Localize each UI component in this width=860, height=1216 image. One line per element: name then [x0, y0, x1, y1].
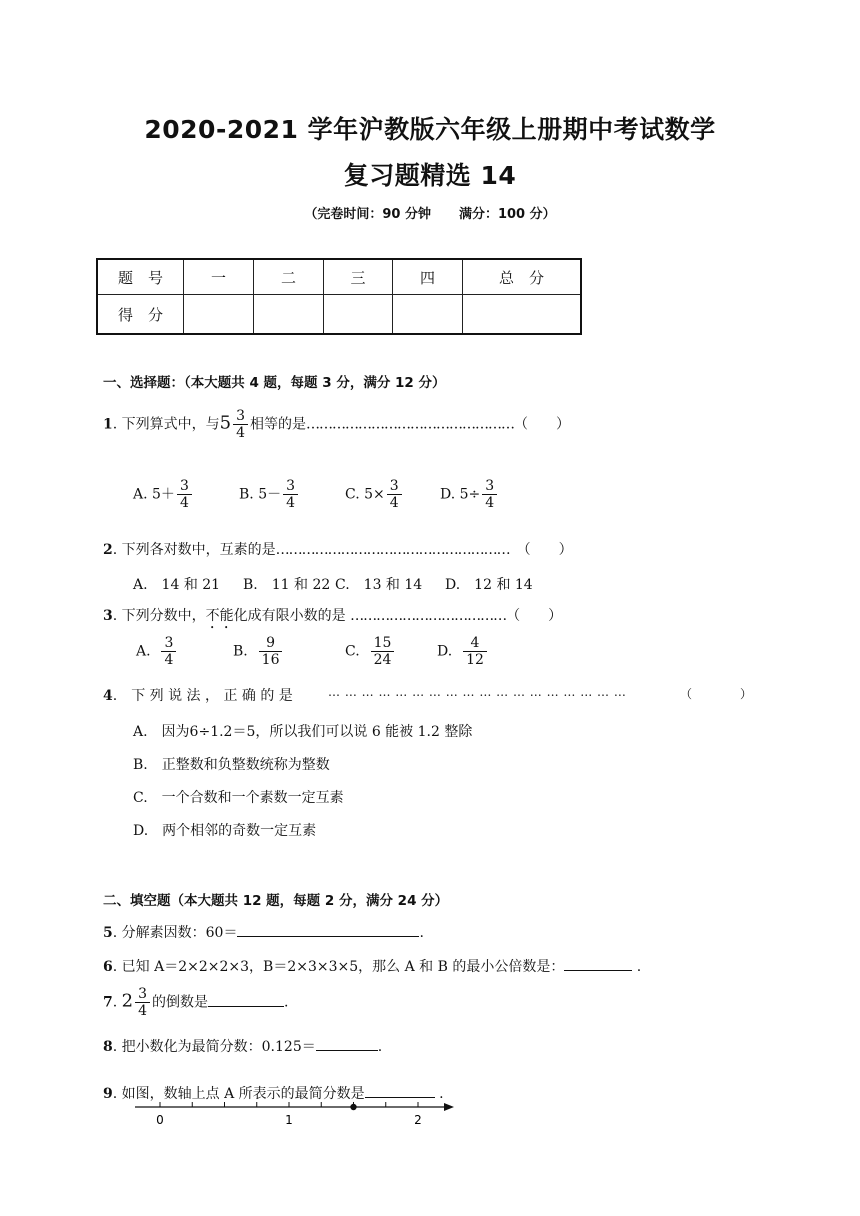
mixed-whole: 2 [121, 990, 134, 1012]
q4-option-a[interactable]: A. 因为6÷1.2＝5，所以我们可以说 6 能被 1.2 整除 [133, 724, 473, 740]
q3-option-b[interactable] [233, 635, 284, 668]
option-expr: 5× [364, 486, 385, 503]
mixed-whole: 5 [219, 412, 232, 434]
fraction [371, 635, 395, 668]
q2-option-d[interactable]: D. 12 和 14 [445, 577, 533, 593]
section1-heading: 一、选择题：（本大题共 4 题，每题 3 分，满分 12 分） [103, 375, 446, 391]
question-text: . 如图，数轴上点 A 所表示的最简分数是 [112, 1086, 365, 1102]
answer-blank[interactable] [237, 922, 419, 937]
fraction [259, 635, 283, 668]
score-row-label: 得 分 [97, 295, 184, 335]
score-cell[interactable] [254, 295, 324, 335]
leader-dots: ……………………………… [350, 608, 507, 624]
option-label: C. [345, 643, 360, 660]
q2-option-b[interactable]: B. 11 和 22 [243, 577, 331, 593]
question-number: 4 [103, 688, 113, 704]
score-header-cell: 三 [324, 259, 393, 295]
answer-paren[interactable]: （ ） [514, 416, 571, 433]
numerator: 3 [387, 478, 402, 495]
q4-option-c[interactable]: C. 一个合数和一个素数一定互素 [133, 790, 344, 806]
q4-answer-paren[interactable]: （ ） [680, 687, 753, 701]
score-table-header-row [97, 259, 581, 295]
denominator: 4 [236, 425, 246, 441]
leader-dots: ……………………………………………… [275, 542, 510, 558]
question-number: 2 [103, 542, 113, 558]
score-table [96, 258, 582, 335]
denominator: 4 [138, 1003, 148, 1019]
question-text: . 下列算式中，与 [112, 416, 220, 433]
q3-option-c[interactable] [345, 635, 396, 668]
answer-paren[interactable]: （ ） [523, 542, 573, 558]
number-line [130, 1096, 460, 1130]
punctuation: . [636, 959, 642, 975]
q4-leader-dots: … … … … … … … … … … … … … … … … … … [328, 685, 627, 699]
score-header-cell: 四 [393, 259, 463, 295]
question-2 [103, 539, 573, 559]
punctuation: . [419, 925, 424, 941]
answer-blank[interactable] [316, 1036, 378, 1051]
option-label: D. [440, 486, 456, 503]
fraction [177, 478, 192, 511]
denominator: 4 [286, 495, 296, 511]
fraction [387, 478, 402, 511]
question-text: . 把小数化为最简分数：0.125＝ [112, 1039, 316, 1055]
numerator: 15 [371, 635, 395, 652]
score-header-cell: 二 [254, 259, 324, 295]
denominator: 4 [389, 495, 399, 511]
answer-paren[interactable]: （ ） [506, 608, 563, 624]
option-label: A. [133, 486, 148, 503]
option-expr: 5÷ [459, 486, 481, 503]
q2-option-a[interactable]: A. 14 和 21 [133, 577, 221, 593]
question-3 [103, 605, 562, 632]
q4-option-b[interactable]: B. 正整数和负整数统称为整数 [133, 757, 330, 773]
denominator: 4 [164, 652, 174, 668]
question-4 [103, 685, 293, 705]
point-a-marker [350, 1104, 356, 1110]
exam-info [0, 203, 860, 222]
question-text: . 已知 A＝2×2×2×3，B＝2×3×3×5，那么 A 和 B 的最小公倍数是： [112, 959, 565, 975]
answer-blank[interactable] [208, 992, 284, 1007]
score-table-score-row [97, 295, 581, 335]
number-line-tick-label: 0 [156, 1113, 164, 1127]
numerator: 3 [161, 635, 176, 652]
option-label: B. [233, 643, 248, 660]
fraction [283, 478, 298, 511]
denominator: 12 [466, 652, 484, 668]
question-text: . 下列分数中， [112, 608, 206, 624]
question-text: . [112, 994, 118, 1011]
question-5 [103, 922, 424, 942]
punctuation: . [284, 994, 289, 1011]
question-text: . 下列各对数中，互素的是 [112, 542, 276, 558]
question-text: 的倒数是 [152, 994, 209, 1011]
question-8 [103, 1036, 382, 1056]
fraction [463, 635, 487, 668]
option-label: D. [437, 643, 453, 660]
score-cell[interactable] [184, 295, 254, 335]
denominator: 16 [261, 652, 280, 668]
score-header-cell: 一 [184, 259, 254, 295]
leader-dots: ………………………………………… [306, 416, 515, 433]
score-cell[interactable] [463, 295, 582, 335]
section2-heading: 二、填空题（本大题共 12 题，每题 2 分，满分 24 分） [103, 893, 449, 909]
fraction [233, 408, 248, 441]
question-number: 5 [103, 925, 113, 941]
answer-blank[interactable] [564, 956, 632, 971]
option-expr: 5＋ [152, 486, 175, 503]
question-number: 1 [103, 416, 113, 433]
denominator: 4 [179, 495, 189, 511]
fraction [482, 478, 497, 511]
score-note: 满分：100 分） [458, 207, 556, 222]
fraction [161, 635, 176, 668]
arrow-icon [444, 1103, 454, 1111]
emphasized-text: 不能 [205, 608, 234, 624]
question-text: . 下 列 说 法 ， 正 确 的 是 [112, 688, 293, 704]
numerator: 3 [233, 408, 248, 425]
q1-option-d[interactable] [440, 478, 499, 511]
score-header-cell: 总 分 [463, 259, 582, 295]
q1-option-b[interactable] [239, 478, 300, 511]
question-1 [103, 408, 570, 441]
question-number: 8 [103, 1039, 113, 1055]
q2-option-c[interactable]: C. 13 和 14 [335, 577, 423, 593]
q3-option-d[interactable] [437, 635, 489, 668]
q3-option-a[interactable] [136, 635, 178, 668]
question-number: 9 [103, 1086, 113, 1102]
denominator: 4 [485, 495, 495, 511]
question-6 [103, 956, 641, 976]
numerator: 3 [482, 478, 497, 495]
q1-option-c[interactable] [345, 478, 404, 511]
numerator: 3 [283, 478, 298, 495]
fraction [135, 986, 150, 1019]
q4-option-d[interactable]: D. 两个相邻的奇数一定互素 [133, 823, 317, 839]
denominator: 24 [373, 652, 392, 668]
score-cell[interactable] [324, 295, 393, 335]
score-cell[interactable] [393, 295, 463, 335]
question-text: 相等的是 [250, 416, 307, 433]
question-text: 化成有限小数的是 [233, 608, 346, 624]
numerator: 9 [259, 635, 283, 652]
question-text: . 分解素因数：60＝ [112, 925, 238, 941]
question-number: 3 [103, 608, 113, 624]
numerator: 3 [135, 986, 150, 1003]
option-label: C. [345, 486, 360, 503]
option-label: B. [239, 486, 254, 503]
question-7 [103, 986, 288, 1019]
option-expr: 5－ [258, 486, 282, 503]
time-note: （完卷时间：90 分钟 [304, 207, 431, 222]
q1-option-a[interactable] [133, 478, 194, 511]
score-header-cell: 题 号 [97, 259, 184, 295]
numerator: 3 [177, 478, 192, 495]
numerator: 4 [463, 635, 487, 652]
option-label: A. [136, 643, 151, 660]
number-line-tick-label: 1 [285, 1113, 293, 1127]
punctuation: . [439, 1086, 444, 1102]
punctuation: . [377, 1039, 383, 1055]
question-number: 6 [103, 959, 113, 975]
number-line-tick-label: 2 [414, 1113, 422, 1127]
document-title-line1: 2020-2021 学年沪教版六年级上册期中考试数学 [144, 115, 716, 144]
document-title-line2: 复习题精选 14 [343, 161, 517, 190]
question-number: 7 [103, 994, 113, 1011]
